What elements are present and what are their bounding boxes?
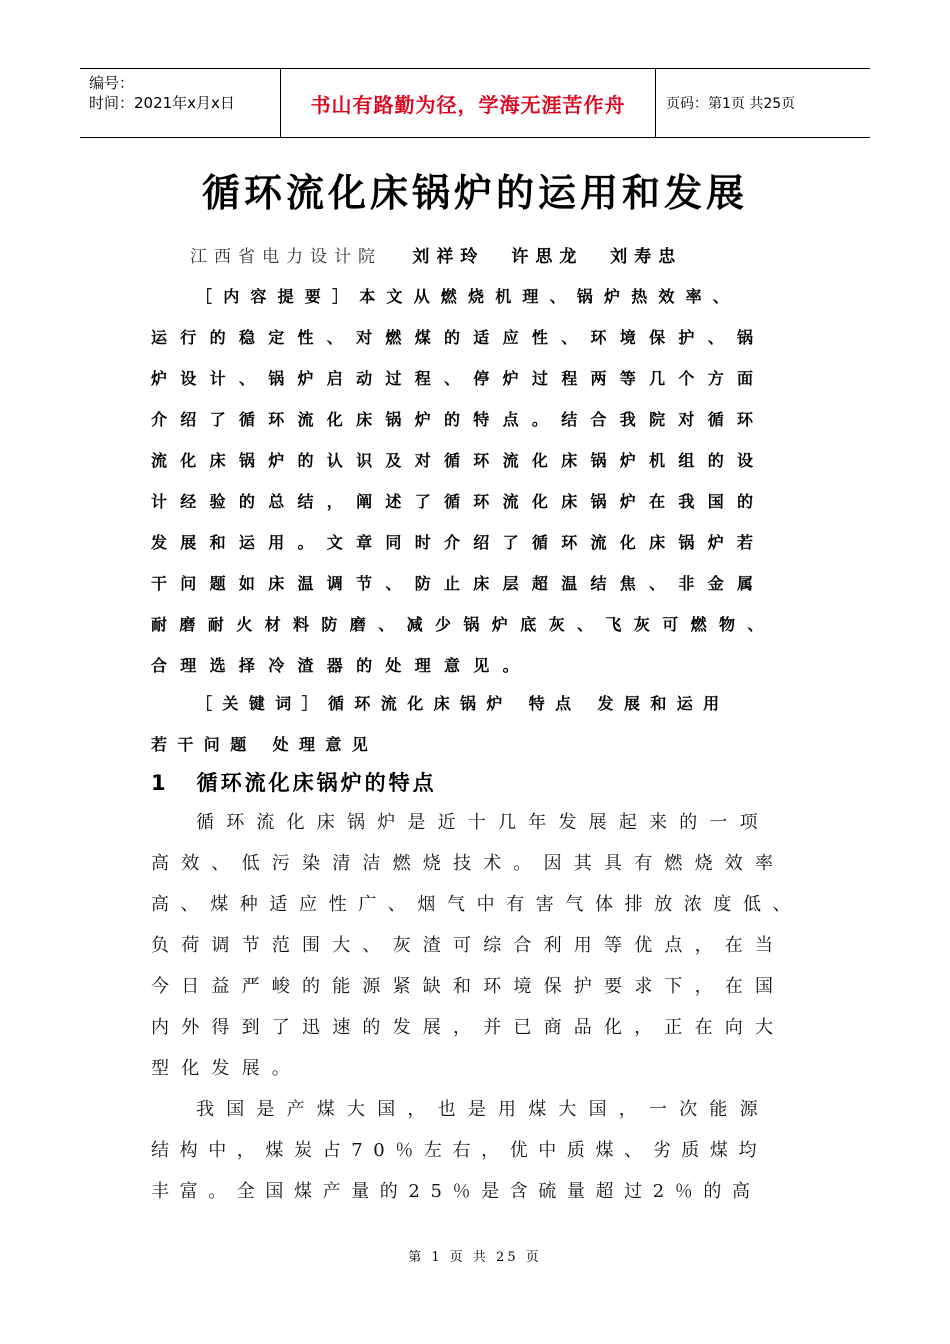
author-name: 许思龙: [511, 247, 584, 267]
abstract-line: 耐磨耐火材料防磨、减少锅炉底灰、飞灰可燃物、: [151, 615, 776, 634]
abstract-line: 干问题如床温调节、防止床层超温结焦、非金属: [151, 574, 767, 593]
page-footer: 第 1 页 共 25 页: [408, 1250, 542, 1265]
abstract-line: 运行的稳定性、对燃煤的适应性、环境保护、锅: [151, 328, 767, 347]
author-line: [190, 242, 696, 267]
header-motto: 书山有路勤为径，学海无涯苦作舟: [280, 69, 656, 137]
abstract-line: 发展和运用。文章同时介绍了循环流化床锅炉若: [151, 533, 767, 552]
author-names: [412, 247, 696, 267]
body-line: 内外得到了迅速的发展，并已商品化，正在向大: [151, 1017, 786, 1038]
keywords-line: 若干问题 处理意见: [151, 735, 379, 754]
body-line: 型化发展。: [151, 1058, 302, 1079]
author-org: 江西省电力设计院: [190, 247, 382, 267]
abstract-line: 计经验的总结，阐述了循环流化床锅炉在我国的: [151, 492, 767, 511]
body-line: 结构中，煤炭占70％左右，优中质煤、劣质煤均: [151, 1140, 768, 1161]
author-name: 刘寿忠: [610, 247, 683, 267]
abstract-line: 合理选择冷渣器的处理意见。: [151, 656, 532, 675]
body-line: 循环流化床锅炉是近十几年发展起来的一项: [196, 812, 770, 833]
time-label: 时间：2021年x月x日: [89, 94, 235, 112]
abstract-line: ［内容提要］本文从燃烧机理、锅炉热效率、: [196, 287, 741, 306]
body-line: 负荷调节范围大、灰渣可综合利用等优点，在当: [151, 935, 786, 956]
header-table: [80, 68, 870, 138]
keywords-line: ［关键词］循环流化床锅炉 特点 发展和运用: [196, 694, 730, 713]
body-line: 高、煤种适应性广、烟气中有害气体排放浓度低、: [151, 894, 803, 915]
page-title: 循环流化床锅炉的运用和发展: [201, 171, 748, 215]
author-name: 刘祥玲: [412, 247, 485, 267]
abstract-line: 流化床锅炉的认识及对循环流化床锅炉机组的设: [151, 451, 767, 470]
section-title: 循环流化床锅炉的特点: [196, 771, 437, 795]
section-number: 1: [151, 771, 169, 795]
header-page-info: 页码：第1页 共25页: [666, 96, 796, 112]
number-label: 编号：: [89, 74, 135, 92]
abstract-line: 炉设计、锅炉启动过程、停炉过程两等几个方面: [151, 369, 767, 388]
header-meta: [80, 69, 280, 137]
abstract-line: 介绍了循环流化床锅炉的特点。结合我院对循环: [151, 410, 767, 429]
body-line: 我国是产煤大国，也是用煤大国，一次能源: [196, 1099, 770, 1120]
body-line: 丰富。全国煤产量的25％是含硫量超过2％的高: [151, 1181, 761, 1202]
body-line: 今日益严峻的能源紧缺和环境保护要求下，在国: [151, 976, 786, 997]
body-line: 高效、低污染清洁燃烧技术。因其具有燃烧效率: [151, 853, 786, 874]
section-heading: [151, 767, 437, 797]
